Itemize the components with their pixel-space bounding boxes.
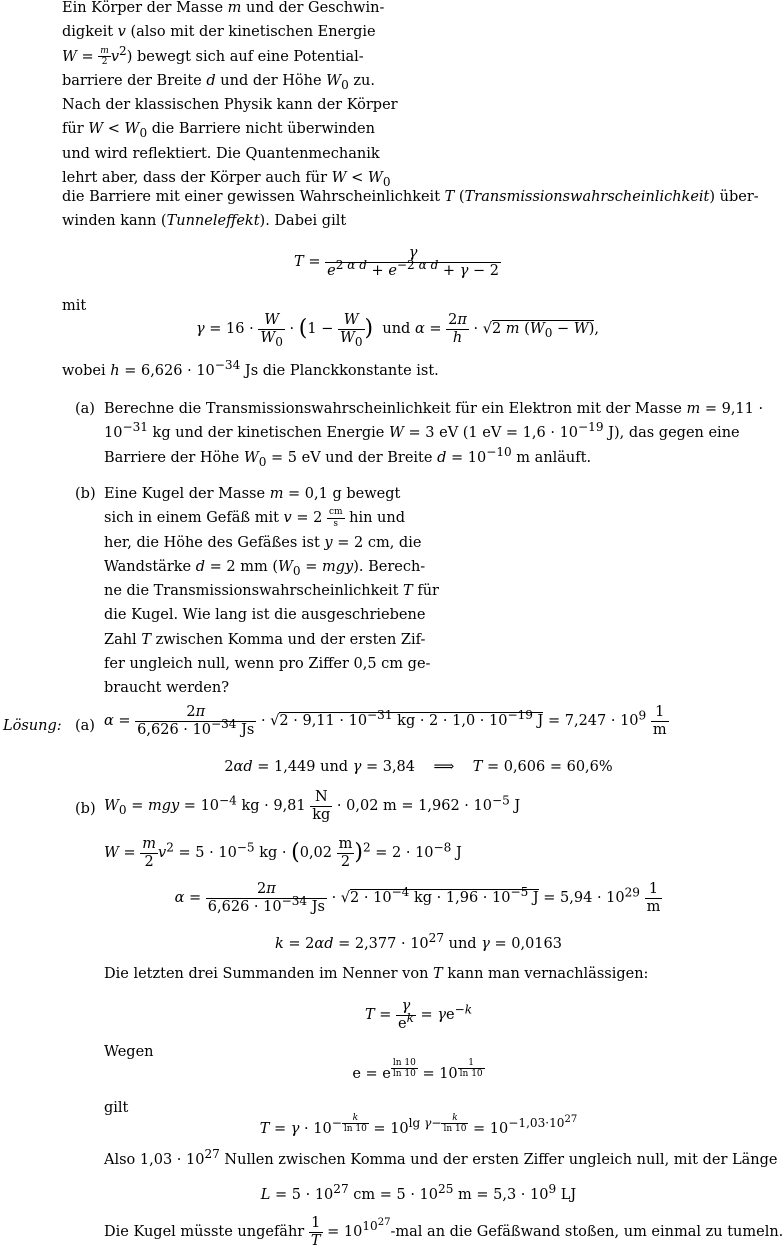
task-a-line: $10^{-31}$ kg und der kinetischen Energie W = 3 eV (1 eV = $1,6 \cdot 10^{-19}$ J), das gegen eine xyxy=(104,420,740,442)
task-b-line: braucht werden? xyxy=(104,680,229,697)
solution-b-line4: $k = 2\alpha d = 2,377 \cdot 10^{27}$ und γ = 0,0163 xyxy=(275,931,562,952)
solution-b-label: (b) xyxy=(75,801,96,817)
task-b-line: fer ungleich null, wenn pro Ziffer 0,5 cm ge- xyxy=(104,656,431,673)
intro-line: barriere der Breite d und der Höhe $W_0$ zu. xyxy=(62,72,375,92)
solution-b-line8: $L = 5 \cdot 10^{27}$ cm = $5 \cdot 10^{25}$ $m = 5,3 \cdot 10^9$ LJ xyxy=(260,1182,577,1203)
task-b-line: ne die Transmissionswahrscheinlichkeit T für xyxy=(104,583,439,600)
task-b-line: Zahl T zwischen Komma und der ersten Zif- xyxy=(104,631,426,648)
wegen-label: Wegen xyxy=(104,1044,154,1060)
wobei-line: wobei $h = 6,626 \cdot 10^{-34}$ Js die Planckkonstante ist. xyxy=(62,358,439,379)
mit-label: mit xyxy=(62,298,87,314)
intro-line: lehrt aber, dass der Körper auch für $W < W_0$ xyxy=(62,170,391,189)
solution-b-text3: Die Kugel müsste ungefähr $\frac{1}{T}$ = $10^{10^{27}}$-mal an die Gefäßwand stoßen, um einmal zu tumeln. xyxy=(104,1215,783,1249)
intro-line: und wird reflektiert. Die Quantenmechanik xyxy=(62,145,380,162)
task-a-text xyxy=(104,397,764,470)
solution-a-label: (a) xyxy=(75,718,95,734)
formula-T: T = $\frac{\gamma}{e^{2 \alpha d} + e^{-2 \alpha d} + \gamma - 2}$ xyxy=(294,245,499,279)
task-b-line: sich in einem Gefäß mit v = 2 $\frac{cm}{s}$ hin und xyxy=(104,507,406,529)
solution-a-line2: 2αd = 1,449 und γ = 3,84 ⟹ T = 0,606 = 60,6% xyxy=(224,759,613,775)
solution-b-line6: e = e $^{\frac{\ln 10}{\ln 10}}$ = 10 $^{\frac{1}{\ln 10}}$ xyxy=(352,1058,483,1083)
intro-line: Ein Körper der Masse m und der Geschwin- xyxy=(62,0,385,16)
gilt-label: gilt xyxy=(104,1100,129,1116)
solution-b-line7: $T = \gamma \cdot 10^{- \frac{k}{\ln 10}}$ = $10^{lg \gamma- \frac{k}{\ln 10}}$ = $10^{-1,03\cdot 10^{27}}$ xyxy=(259,1113,578,1138)
task-a-label: (a) xyxy=(75,401,95,417)
intro-line: W = $\frac{m}{2}$ $v^2$) bewegt sich auf eine Potential- xyxy=(62,43,364,68)
intro-line: Nach der klassischen Physik kann der Körper xyxy=(62,97,398,114)
task-b-line: her, die Höhe des Gefäßes ist y = 2 cm, die xyxy=(104,534,422,551)
solution-a-line1: α = $\frac{2\pi}{6,626 \cdot 10^{-34} Js}$ · $√2 \cdot 9,11 \cdot 10^{-31}$ kg · $2 \cdot 1,0 \cdot 10^{-19}$ $J = 7,247 \cdot 10^9$ $\frac{1}{m}$ xyxy=(104,704,667,738)
intro-line: die Barriere mit einer gewissen Wahrscheinlichkeit T (Transmissionswahrscheinlichkeit) über- xyxy=(62,189,759,205)
solution-b-line5: T = $\frac{\gamma}{e^k}$ = $\gamma e^{-k}$ xyxy=(364,998,473,1032)
solution-b-line3: α = $\frac{2\pi}{6,626 \cdot 10^{-34} Js}$ · $√2 \cdot 10^{-4}$ kg · $1,96 \cdot 10^{-5}$ $J = 5,94 \cdot 10^{29}$ $\frac{1}{m}$ xyxy=(174,881,661,915)
task-b-line: Wandstärke d = 2 mm $(W_0 = mgy)$. Berech- xyxy=(104,558,426,578)
formula-gamma-alpha: γ = 16 · $\frac{W}{W_0}$ · (1 − $\frac{W}{W_0}$ ) und α = $\frac{2\pi}{h}$ · √2 m $(W_0 - W)$, xyxy=(196,312,599,349)
intro-line: winden kann (Tunneleffekt). Dabei gilt xyxy=(62,213,347,230)
intro-line: für $W < W_0$ die Barriere nicht überwinden xyxy=(62,121,375,141)
intro-wide xyxy=(62,185,759,234)
intro-narrow xyxy=(62,0,398,190)
task-a-line: Berechne die Transmissionswahrscheinlichkeit für ein Elektron mit der Masse m = 9,11 · xyxy=(104,401,764,417)
solution-b-text1: Die letzten drei Summanden im Nenner von T kann man vernachlässigen: xyxy=(104,966,649,982)
intro-line: digkeit v (also mit der kinetischen Energie xyxy=(62,24,376,41)
solution-label: Lösung: xyxy=(3,718,62,734)
task-b-line: die Kugel. Wie lang ist die ausgeschriebene xyxy=(104,607,426,624)
task-b-label: (b) xyxy=(75,486,96,502)
solution-b-line2: W = $\frac{m}{2}$ $v^2 = 5 \cdot 10^{-5}$ kg · (0,02 $\frac{m}{2}$ )$^2 = 2 \cdot 10^{-8}$ J xyxy=(104,836,462,870)
task-b-line: Eine Kugel der Masse m = 0,1 g bewegt xyxy=(104,486,401,502)
task-a-line: Barriere der Höhe $W_0 = 5$ eV und der Breite $d = 10^{-10}$ m anläuft. xyxy=(104,444,592,469)
solution-b-text2: Also $1,03 \cdot 10^{27}$ Nullen zwischen Komma und der ersten Ziffer ungleich null, mit der Länge xyxy=(104,1147,778,1168)
task-b-text xyxy=(104,482,439,701)
solution-b-line1: $W_0$ = mgy = $10^{-4}$ kg · 9,81 $\frac{N}{kg}$ · 0,02 $m = 1,962 \cdot 10^{-5}$ J xyxy=(104,789,521,823)
